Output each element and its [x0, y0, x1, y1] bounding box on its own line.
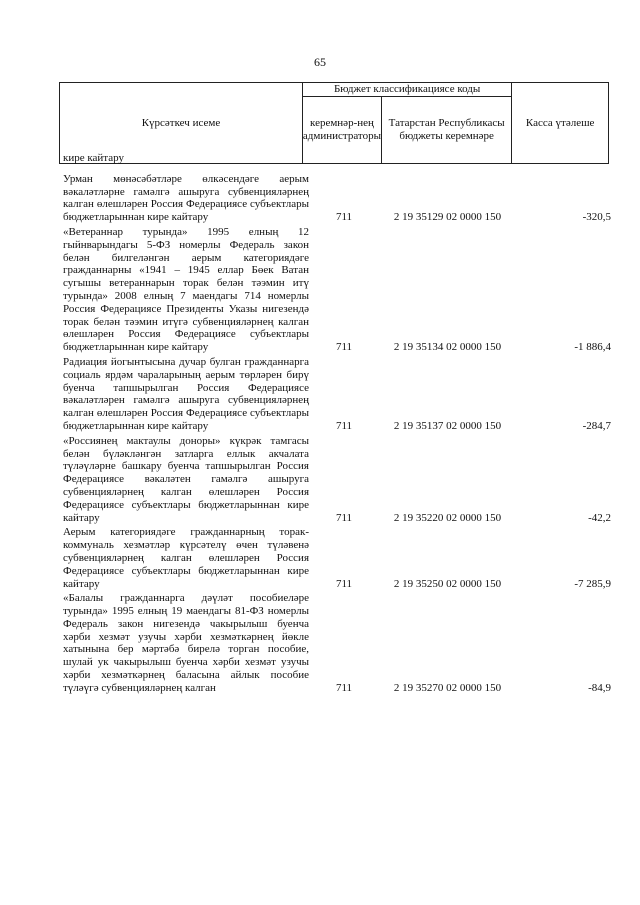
- column-header-kassa: Касса үтәлеше: [512, 83, 609, 164]
- table-row: [63, 435, 611, 525]
- row-name: Аерым категориядәге гражданнарның торак-коммуналь хезмәтләр күрсәтелү өчен түләвенә субвенцияләрнең калган өлешләрен Россия Федерациясе субъектлары бюджетларыннан кире кайтару: [63, 526, 309, 590]
- row-value: -84,9: [588, 681, 611, 694]
- column-header-name: Күрсәткеч исеме: [60, 83, 303, 164]
- row-code: 2 19 35137 02 0000 150: [393, 419, 502, 432]
- row-value: -284,7: [582, 419, 611, 432]
- table-row: [63, 226, 611, 354]
- row-name: «Балалы гражданнарга дәүләт пособиеләре турында» 1995 елның 19 маендагы 81-ФЗ номерлы Федераль закон нигезендә чакырылыш буенча хәрби хезмәт узучы хәрби хезмәткәрнең йөкле хатынына бер мәртәбә бирелә торган пособие, шулай ук чакырылыш буенча хәрби хезмәт узучы хәрби хезмәткәрнең баласына айлык пособие түләүгә субвенцияләрнең калган: [63, 592, 309, 694]
- row-admin: 711: [335, 681, 353, 694]
- row-value: -7 285,9: [574, 577, 611, 590]
- row-name: «Россиянең мактаулы доноры» күкрәк тамгасы белән бүләкләнгән затларга еллык акчалата түләүләрне башкару буенча тапшырылган Россия Федерациясе вәкаләтен гамәлгә ашыруга субвенцияләрнең калган өлешләрен Россия Федерациясе субъектлары бюджетларыннан кире кайтару: [63, 434, 309, 524]
- row-code: 2 19 35250 02 0000 150: [393, 577, 502, 590]
- table-body: [63, 152, 611, 695]
- row-name: Радиация йогынтысына дучар булган гражданнарга социаль ярдәм чараларының аерым төрләрен бирү буенча тапшырылган Россия Федерациясе вәкаләтләрен гамәлгә ашыруга субвенцияләрнең калган өлешләрен Россия Федерациясе субъектлары бюджетларыннан кире кайтару: [63, 355, 309, 432]
- row-code: 2 19 35270 02 0000 150: [393, 681, 502, 694]
- table-row: [63, 173, 611, 224]
- table-row: [63, 356, 611, 433]
- row-code: 2 19 35129 02 0000 150: [393, 211, 502, 224]
- row-admin: 711: [335, 511, 353, 524]
- row-name: «Ветераннар турында» 1995 елның 12 гыйнварындагы 5-ФЗ номерлы Федераль закон белән билгеләнгән аерым категориядәге гражданнарны «1941 – 1945 еллар Бөек Ватан сугышы ветераннарын торак белән тәэмин итү турында» 2008 елның 7 маендагы 714 номерлы Россия Федерациясе Президенты Указы нигезендә торак белән тәэмин итүгә субвенцияләрнең калган өлешләрен Россия Федерациясе субъектлары бюджетларыннан кире кайтару: [63, 225, 309, 354]
- table-row: [63, 152, 611, 165]
- row-admin: 711: [335, 211, 353, 224]
- row-value: -320,5: [582, 211, 611, 224]
- column-header-admin: керемнәр-нең администраторы: [302, 97, 381, 164]
- column-header-budget-code: Бюджет классификациясе коды: [302, 83, 511, 97]
- table-row: [63, 526, 611, 590]
- row-value: -42,2: [588, 511, 611, 524]
- row-admin: 711: [335, 419, 353, 432]
- column-header-code: Татарстан Республикасы бюджеты керемнәре: [381, 97, 511, 164]
- row-value: -1 886,4: [574, 341, 611, 354]
- row-admin: 711: [335, 577, 353, 590]
- row-name: Урман мөнәсәбәтләре өлкәсендәге аерым вәкаләтләрне гамәлгә ашыруга субвенцияләрнең калган өлешләрен Россия Федерациясе субъектлары бюджетларыннан кире кайтару: [63, 172, 309, 224]
- row-name: кире кайтару: [63, 152, 124, 164]
- row-code: 2 19 35134 02 0000 150: [393, 341, 502, 354]
- page-number: 65: [314, 55, 326, 69]
- row-admin: 711: [335, 341, 353, 354]
- row-code: 2 19 35220 02 0000 150: [393, 511, 502, 524]
- table-row: [63, 592, 611, 694]
